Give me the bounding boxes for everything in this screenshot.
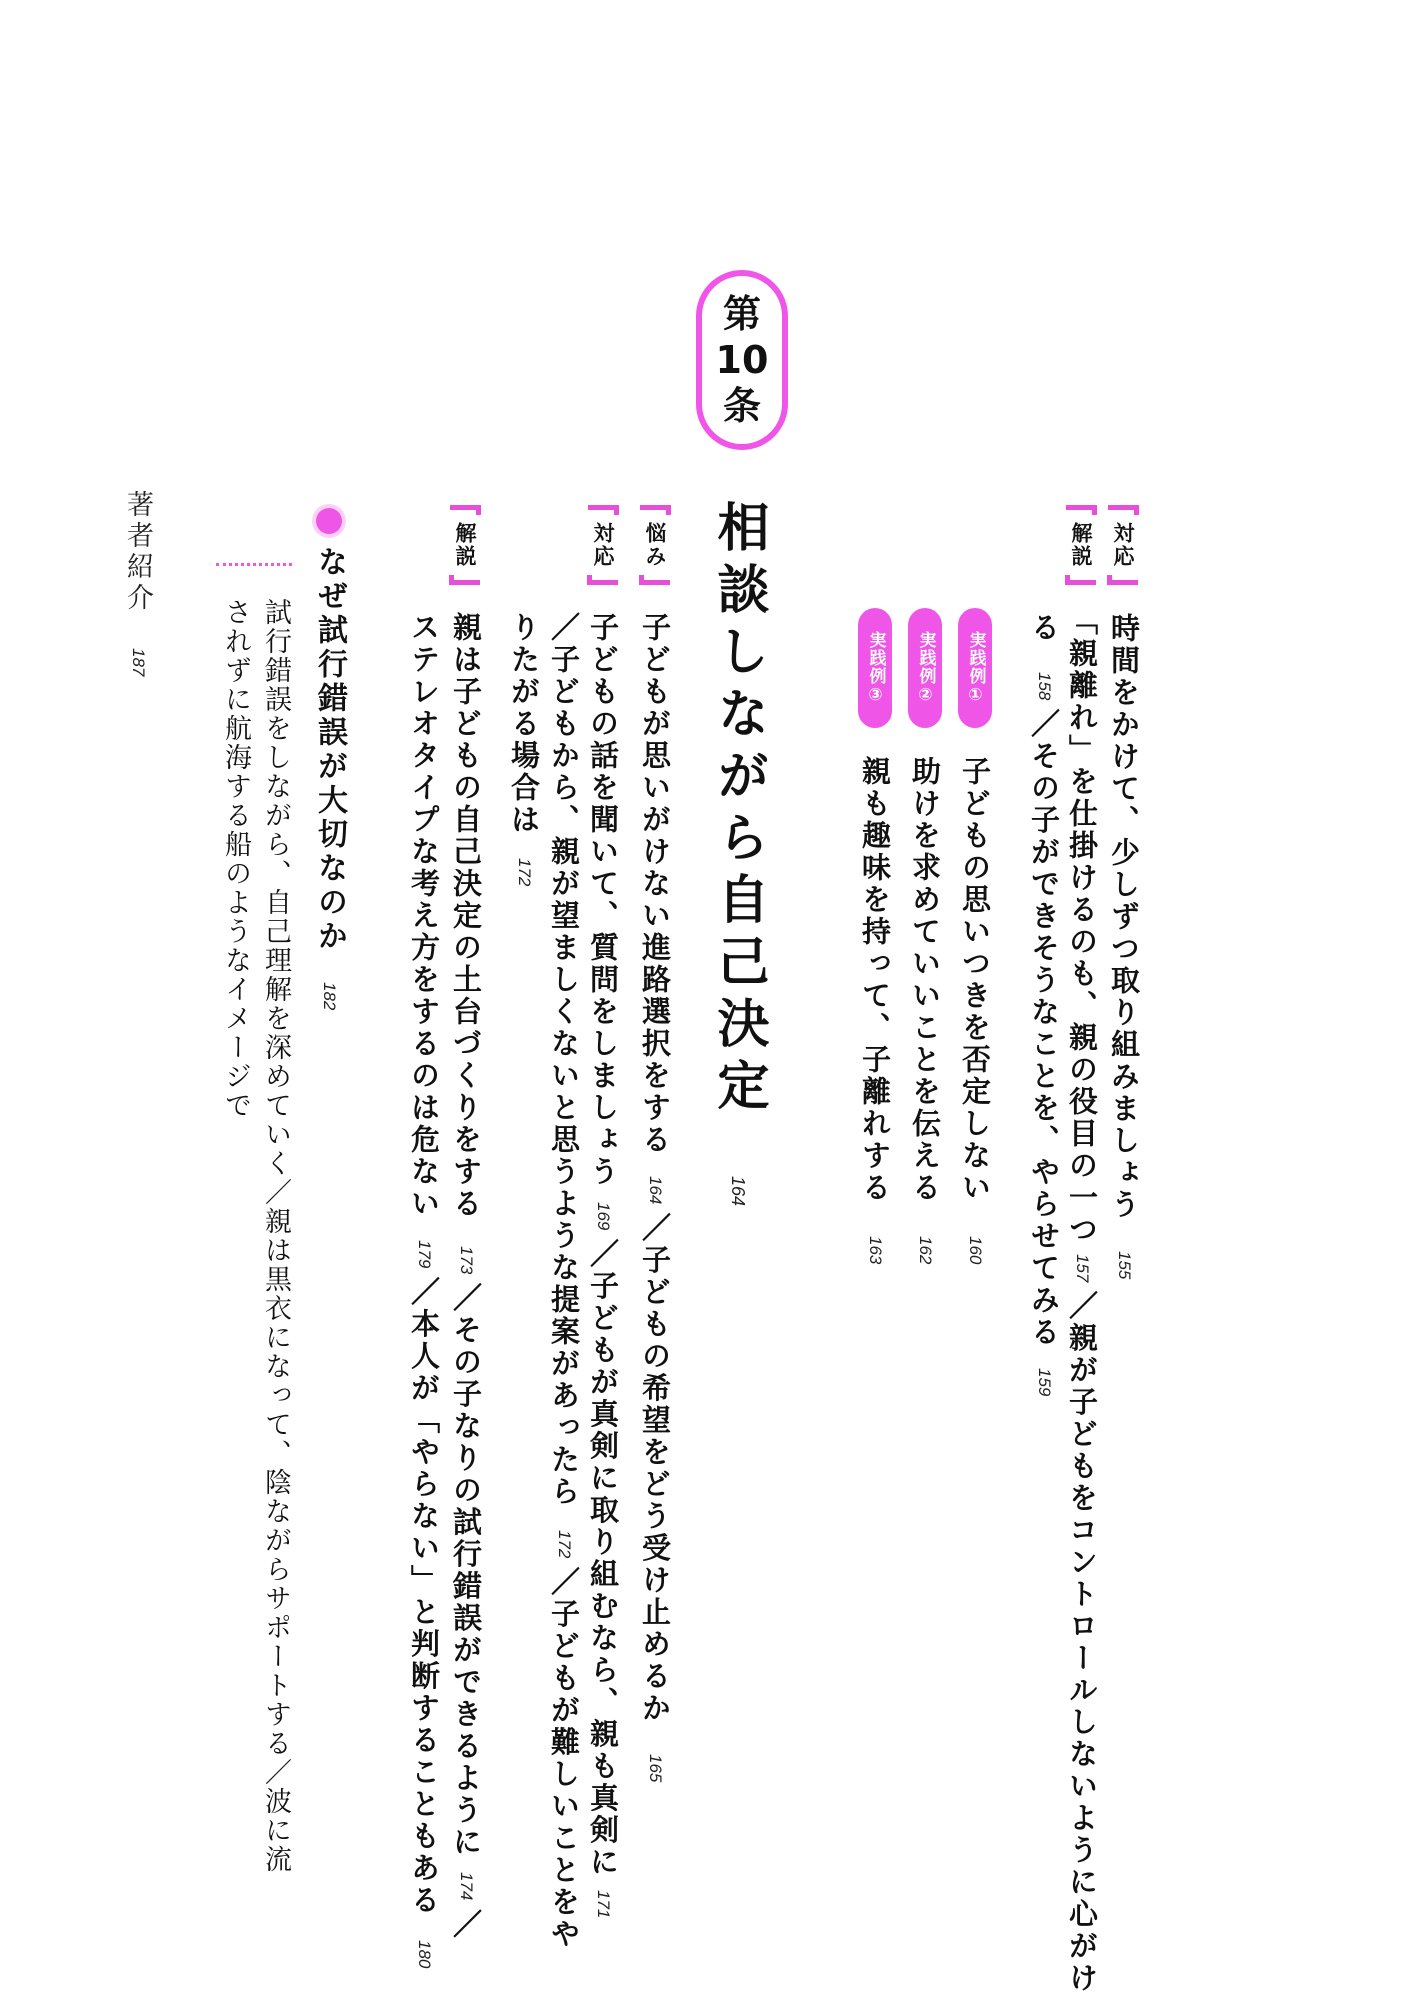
chapter-title-text: 相談しながら自己決定 <box>708 500 768 1120</box>
label-nayami: 悩み <box>640 505 670 585</box>
toc-entry <box>858 756 892 1272</box>
label-taiou: 対応 <box>588 505 618 585</box>
column-heading-text: なぜ試行錯誤が大切なのか <box>312 546 347 954</box>
chapter-prefix: 第 <box>722 292 761 336</box>
toc-entry <box>958 756 992 1272</box>
entry-text: 「親離れ」を仕掛けるのも、親の役目の一つ <box>1065 606 1099 1246</box>
column-text-line: されずに航海する船のようなイメージで <box>220 598 251 1120</box>
page-number: 159 <box>1035 1368 1054 1397</box>
author-label: 著者紹介 <box>122 490 153 614</box>
toc-entry <box>638 612 672 1791</box>
page-number: 179 <box>415 1240 434 1269</box>
dotted-divider <box>216 563 292 566</box>
chapter-title <box>708 500 768 1207</box>
entry-text: ステレオタイプな考え方をするのは危ない <box>407 612 441 1220</box>
page-number: 172 <box>515 858 534 887</box>
label-kaisetsu: 解説 <box>1066 505 1096 585</box>
page-number: 171 <box>594 1890 613 1919</box>
toc-entry <box>407 612 441 1977</box>
column-text-line: 試行錯誤をしながら、自己理解を深めていく／親は黒衣になって、陰ながらサポートする／波に流 <box>260 598 291 1874</box>
entry-text: 子どもが思いがけない進路選択をする <box>638 612 672 1156</box>
page-number: 180 <box>415 1940 434 1969</box>
bullet-icon <box>316 508 342 534</box>
entry-text: ／親が子どもをコントロールしないように心がけ <box>1065 1290 1099 1995</box>
page-number: 164 <box>728 1176 748 1207</box>
entry-text: ／本人が「やらない」と判断することもある <box>407 1276 441 1917</box>
entry-text: ／その子なりの試行錯誤ができるように <box>449 1282 483 1859</box>
entry-text: ／子どもの希望をどう受け止めるか <box>638 1212 672 1725</box>
toc-entry <box>586 612 620 1927</box>
entry-text: ／その子ができそうなことを、やらせてみる <box>1027 708 1061 1349</box>
chapter-suffix: 条 <box>722 384 761 428</box>
toc-entry <box>507 612 541 894</box>
toc-entry <box>449 612 483 1941</box>
label-taiou: 対応 <box>1108 505 1138 585</box>
chapter-badge <box>696 270 788 450</box>
page-number: 169 <box>594 1202 613 1231</box>
page-number: 174 <box>457 1872 476 1901</box>
entry-text: 親は子どもの自己決定の土台づくりをする <box>449 612 483 1220</box>
page-number: 172 <box>555 1530 574 1559</box>
entry-text: ／子どもから、親が望ましくないと思うような提案があったら <box>547 612 581 1508</box>
entry-text: 子どもの思いつきを否定しない <box>958 756 992 1204</box>
page-number: 187 <box>129 648 148 677</box>
toc-entry <box>547 612 581 1951</box>
chapter-number: 10 <box>715 338 769 382</box>
label-kaisetsu: 解説 <box>450 505 480 585</box>
label-jissen-1: 実践例① <box>958 608 992 728</box>
label-jissen-3: 実践例③ <box>858 608 892 728</box>
entry-text: 時間をかけて、少しずつ取り組みましょう <box>1107 613 1141 1221</box>
entry-text: ／子どもが難しいことをや <box>547 1566 581 1951</box>
page-number: 164 <box>646 1176 665 1205</box>
entry-text: りたがる場合は <box>507 612 541 836</box>
page-number: 160 <box>966 1236 985 1265</box>
entry-text: ／子どもが真剣に取り組むなら、親も真剣に <box>586 1238 620 1879</box>
toc-entry <box>1027 612 1061 1405</box>
page-number: 155 <box>1115 1251 1134 1280</box>
page-number: 158 <box>1035 672 1054 701</box>
entry-text: ／ <box>449 1908 483 1941</box>
entry-text: 助けを求めていいことを伝える <box>908 756 942 1204</box>
page-number: 173 <box>457 1246 476 1275</box>
page-number: 165 <box>646 1754 665 1783</box>
toc-entry <box>908 756 942 1272</box>
entry-text: る <box>1027 612 1061 644</box>
entry-text: 子どもの話を聞いて、質問をしましょう <box>586 612 620 1188</box>
page-number: 157 <box>1073 1254 1092 1283</box>
page-number: 182 <box>320 982 339 1011</box>
toc-entry <box>1107 613 1141 1287</box>
label-jissen-2: 実践例② <box>908 608 942 728</box>
toc-entry <box>1065 606 1099 1995</box>
page-number: 163 <box>866 1236 885 1265</box>
column-heading <box>312 546 347 1011</box>
entry-text: 親も趣味を持って、子離れする <box>858 756 892 1204</box>
page-number: 162 <box>916 1236 935 1265</box>
